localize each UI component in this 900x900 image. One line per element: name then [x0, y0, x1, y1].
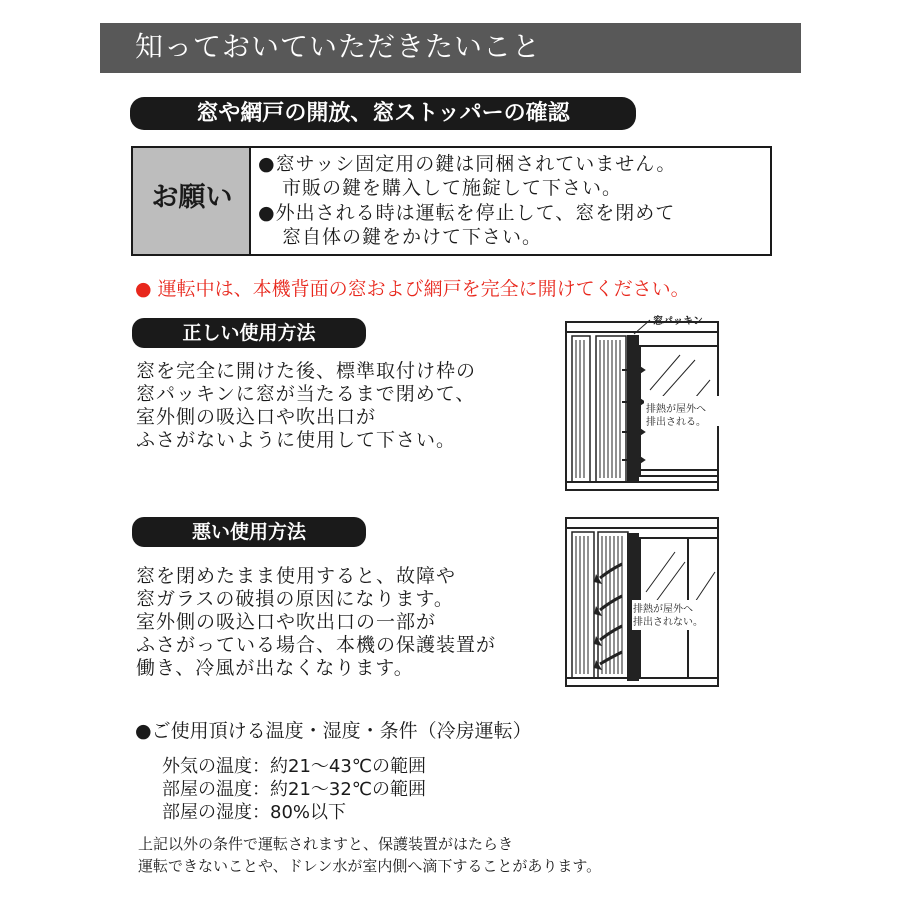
- conditions-note-2: 運転できないことや、ドレン水が室内側へ滴下することがあります。: [138, 857, 602, 875]
- section-title: 窓や網戸の開放、窓ストッパーの確認: [130, 97, 636, 130]
- wrong-line-2: 窓ガラスの破損の原因になります。: [136, 588, 454, 610]
- request-line-4: 窓自体の鍵をかけて下さい。: [282, 226, 543, 248]
- condition-room-temp: 部屋の温度：約21～32℃の範囲: [162, 779, 427, 800]
- wrong-diagram-label-1: 排熱が屋外へ: [633, 604, 693, 615]
- correct-line-1: 窓を完全に開けた後、標準取付け枠の: [136, 360, 477, 382]
- conditions-title: ●ご使用頂ける温度・湿度・条件（冷房運転）: [135, 720, 532, 742]
- wrong-usage-title: 悪い使用方法: [132, 517, 366, 547]
- correct-line-2: 窓パッキンに窓が当たるまで閉めて、: [136, 383, 476, 405]
- wrong-line-4: ふさがっている場合、本機の保護装置が: [136, 634, 497, 656]
- correct-diagram-label-2: 排出される。: [646, 417, 706, 428]
- correct-line-3: 室外側の吸込口や吹出口が: [136, 406, 377, 428]
- correct-line-4: ふさがないように使用して下さい。: [136, 429, 457, 451]
- request-line-2: 市販の鍵を購入して施錠して下さい。: [282, 177, 623, 199]
- correct-usage-title: 正しい使用方法: [132, 318, 366, 348]
- request-line-3: ●外出される時は運転を停止して、窓を閉めて: [258, 202, 676, 224]
- correct-diagram-callout: 窓パッキン: [653, 316, 703, 327]
- wrong-line-1: 窓を閉めたまま使用すると、故障や: [136, 565, 457, 587]
- page-title: 知っておいていただきたいこと: [135, 30, 542, 63]
- request-label: お願い: [151, 182, 233, 213]
- condition-outdoor-temp: 外気の温度：約21～43℃の範囲: [162, 756, 427, 777]
- correct-diagram-label-1: 排熱が屋外へ: [646, 404, 706, 415]
- condition-room-humidity: 部屋の湿度：80%以下: [162, 802, 347, 823]
- wrong-window-diagram: [560, 512, 730, 692]
- wrong-line-3: 室外側の吸込口や吹出口の一部が: [136, 611, 437, 633]
- conditions-note-1: 上記以外の条件で運転されますと、保護装置がはたらき: [138, 835, 514, 853]
- request-line-1: ●窓サッシ固定用の鍵は同梱されていません。: [258, 153, 677, 175]
- wrong-diagram-label-2: 排出されない。: [633, 617, 703, 628]
- wrong-line-5: 働き、冷風が出なくなります。: [136, 657, 414, 679]
- red-warning: ● 運転中は、本機背面の窓および網戸を完全に開けてください。: [135, 278, 690, 300]
